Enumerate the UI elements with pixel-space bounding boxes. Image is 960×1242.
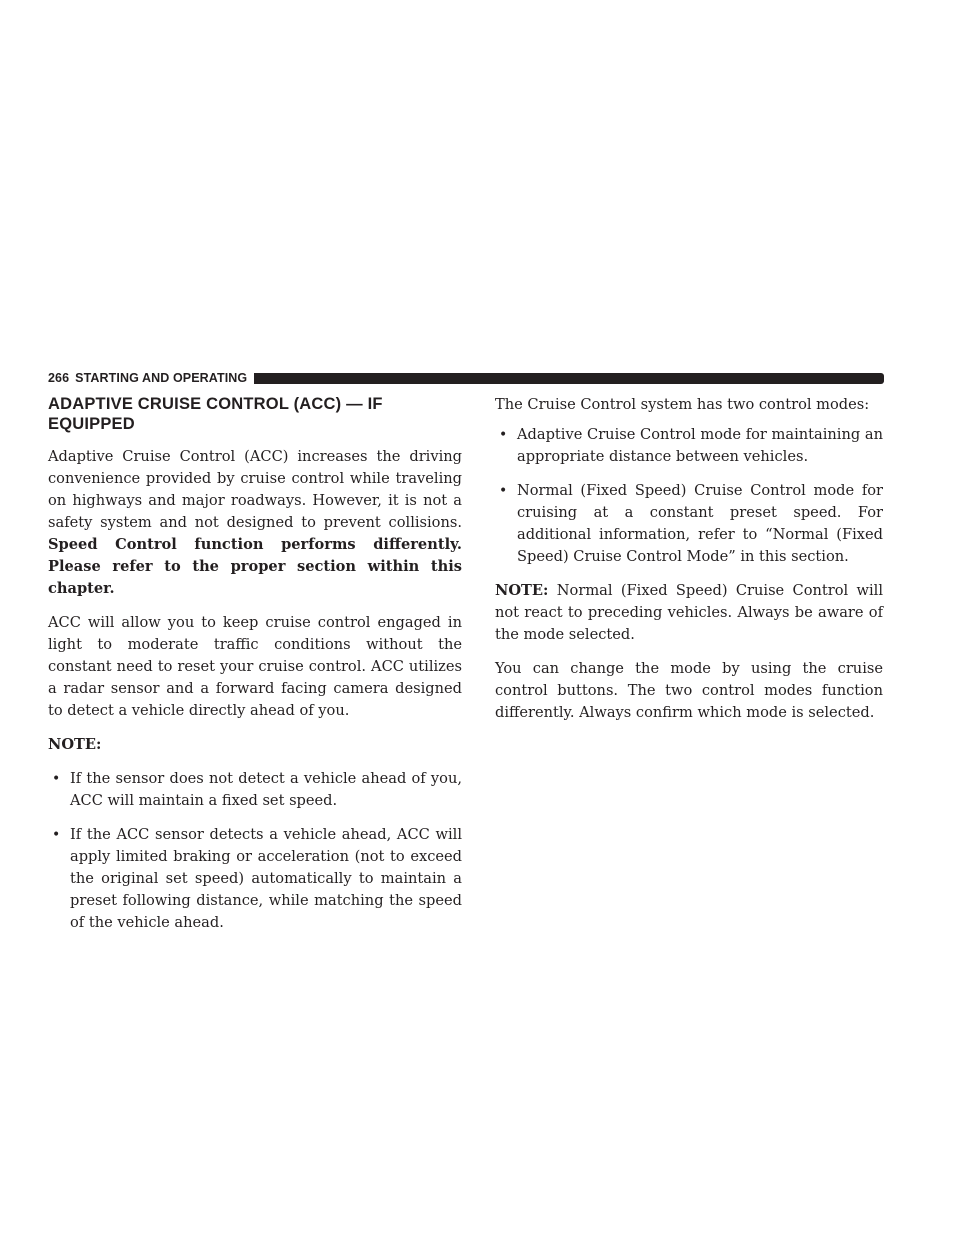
modes-list [495,424,883,568]
modes-intro: The Cruise Control system has two control modes: [495,396,870,413]
left-column [48,394,462,946]
right-column [495,394,883,736]
header-rule [254,373,884,384]
page-header [48,370,884,386]
list-item: • If the ACC sensor detects a vehicle ahead, ACC will apply limited braking or acceleration (not to exceed the original set speed) automatically to maintain a preset following distance, while matching the speed of the vehicle ahead. [52,826,462,931]
note-label: NOTE: [495,582,549,599]
list-item: • Normal (Fixed Speed) Cruise Control mode for cruising at a constant preset speed. For additional information, refer to “Normal (Fixed Speed) Cruise Control Mode” in this section. [499,482,883,565]
page-number: 266 [48,371,70,385]
heading-line-2: EQUIPPED [48,415,135,433]
note-paragraph [495,580,883,646]
intro-text: Adaptive Cruise Control (ACC) increases the driving convenience provided by cruise control while traveling on highways and major roadways. However, it is not a safety system and not designed to prevent collisions. [48,448,462,531]
intro-paragraph [48,446,462,600]
note-label: NOTE: [48,736,102,753]
bullet-icon: • [499,483,508,499]
bullet-icon: • [499,427,508,443]
section-title: STARTING AND OPERATING [75,371,248,385]
list-item: • Adaptive Cruise Control mode for maintaining an appropriate distance between vehicles. [499,426,883,465]
note-list [48,768,462,934]
list-item: • If the sensor does not detect a vehicle ahead of you, ACC will maintain a fixed set speed. [52,770,462,809]
mode-change-paragraph: You can change the mode by using the cruise control buttons. The two control modes function differently. Always confirm which mode is selected. [495,660,883,721]
section-heading [48,394,462,434]
bullet-icon: • [52,771,61,787]
bullet-icon: • [52,827,61,843]
heading-line-1: ADAPTIVE CRUISE CONTROL (ACC) — IF [48,395,383,413]
note-text: Normal (Fixed Speed) Cruise Control will not react to preceding vehicles. Always be aware of the mode selected. [495,582,883,643]
intro-bold-text: Speed Control function performs differently. Please refer to the proper section within this chapter. [48,536,462,597]
acc-description-paragraph: ACC will allow you to keep cruise control engaged in light to moderate traffic conditions without the constant need to reset your cruise control. ACC utilizes a radar sensor and a forward facing camera designed to detect a vehicle directly ahead of you. [48,614,462,719]
